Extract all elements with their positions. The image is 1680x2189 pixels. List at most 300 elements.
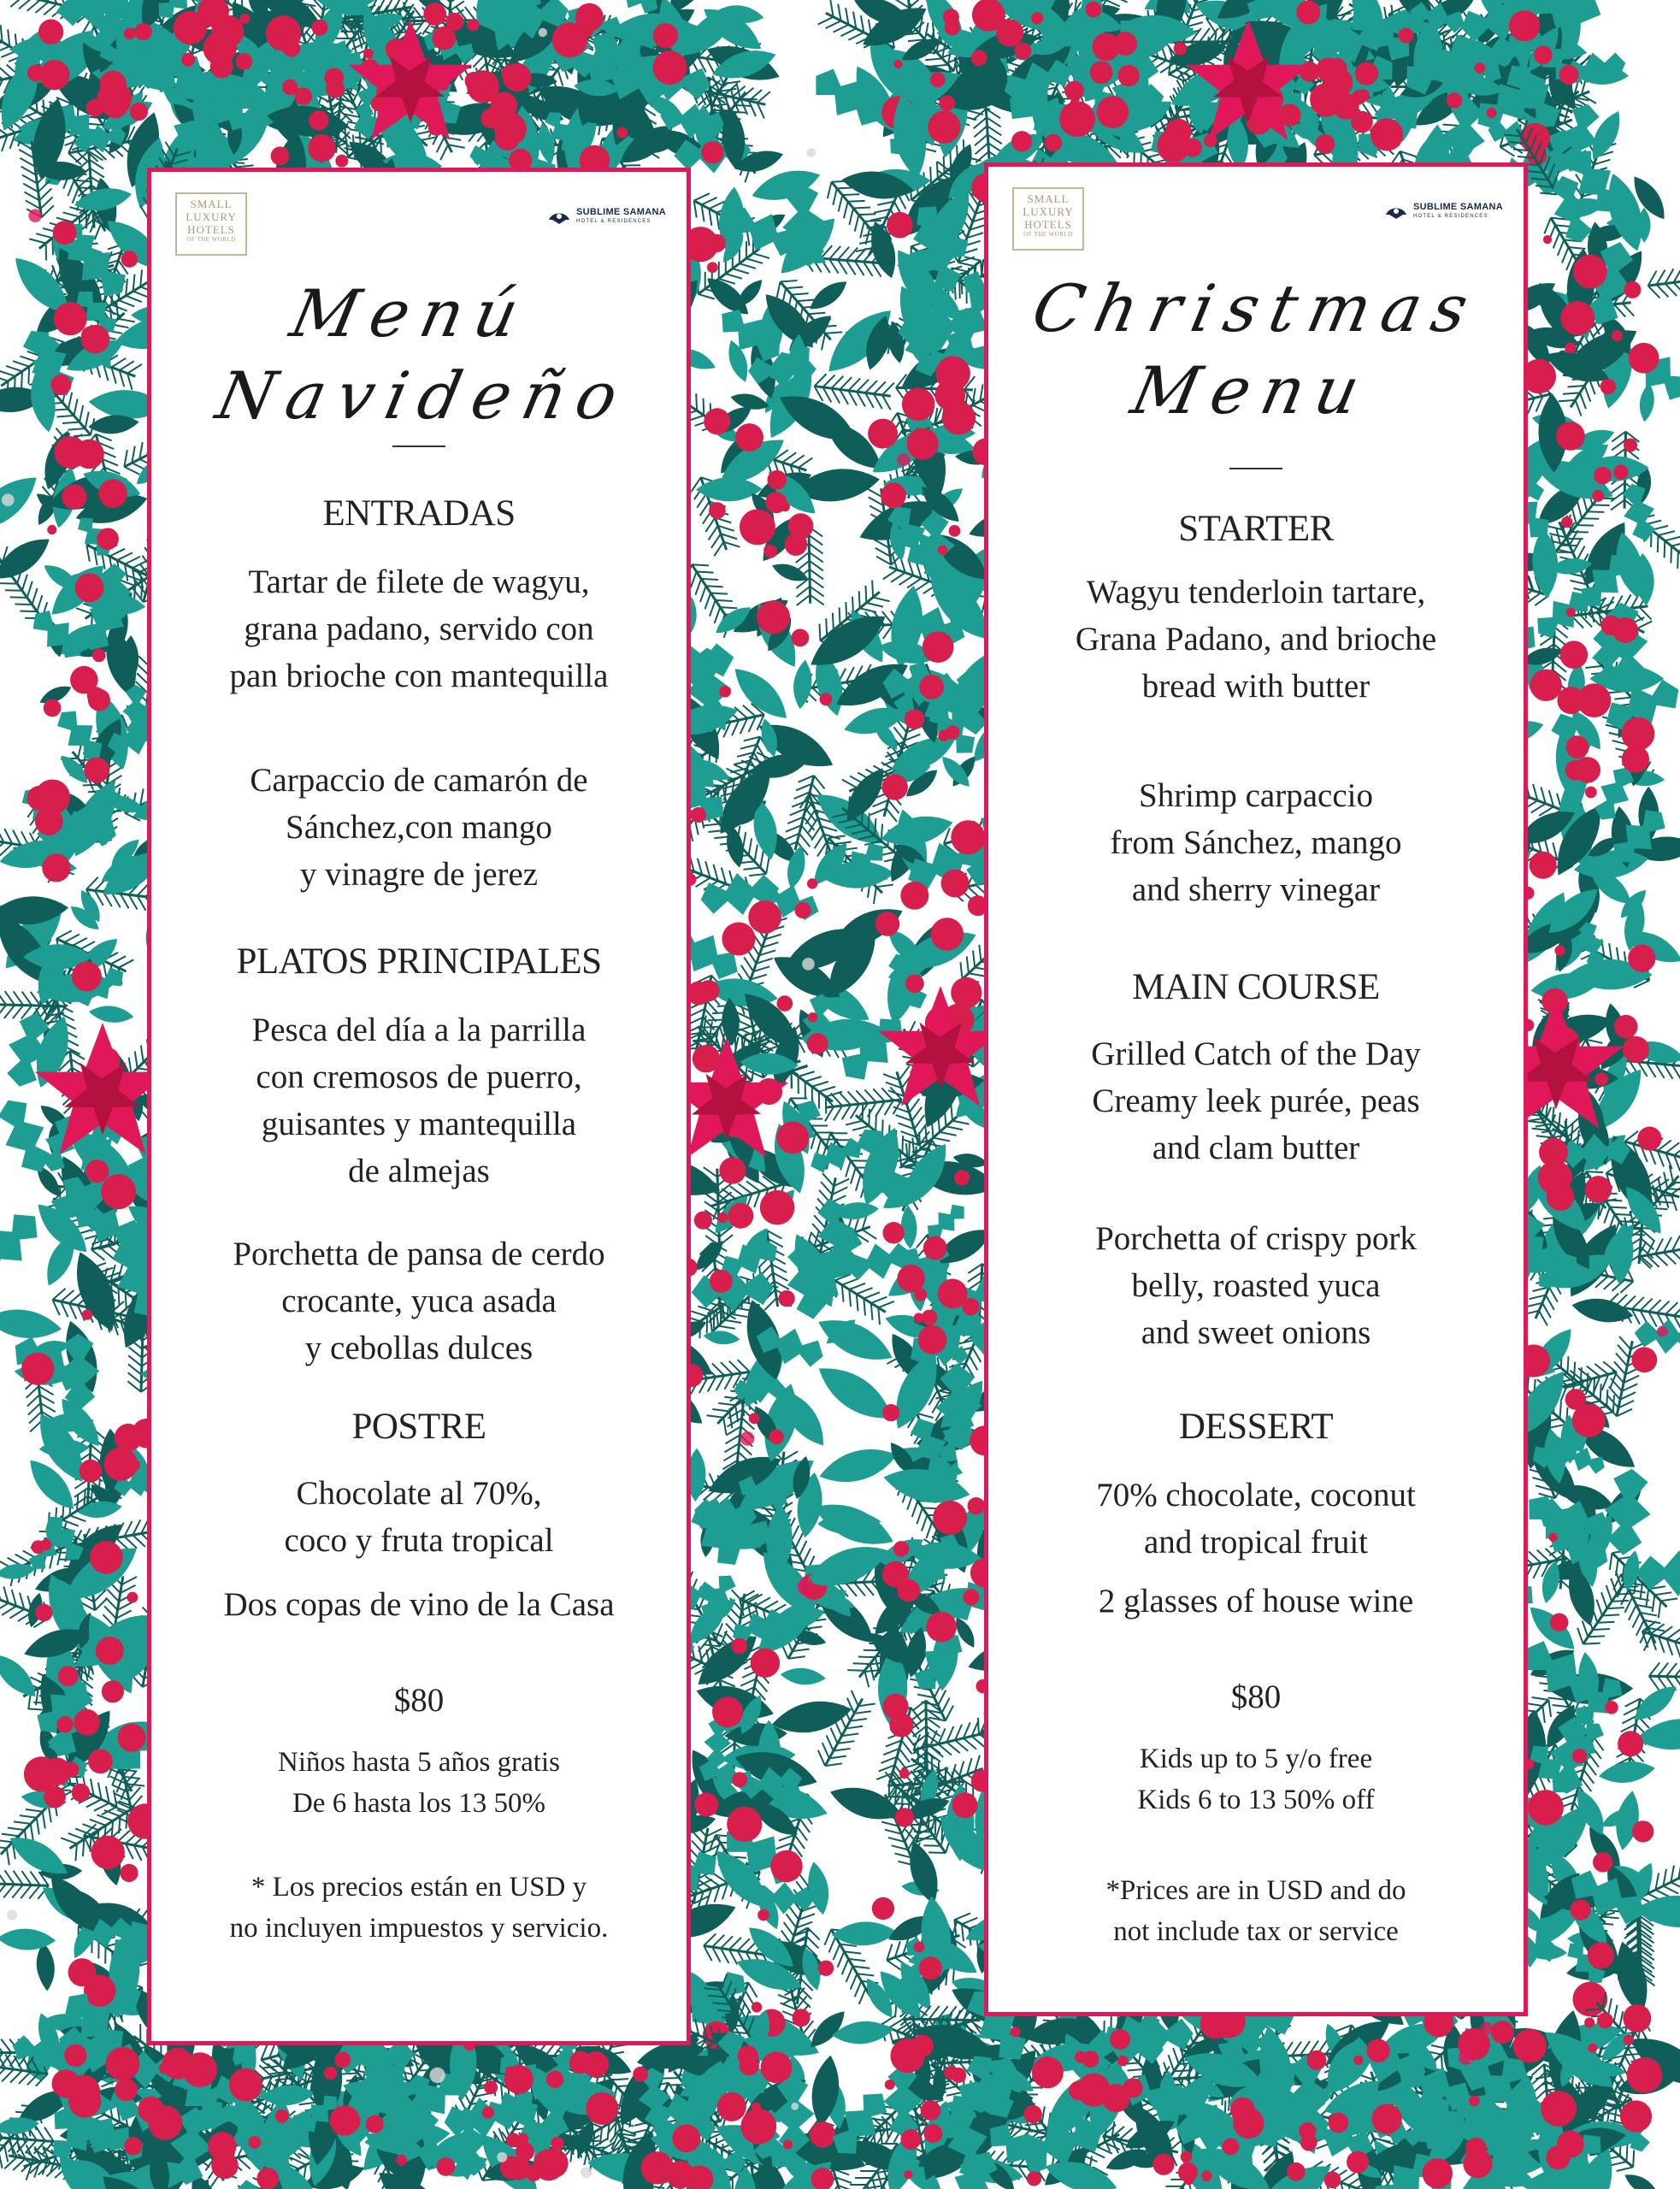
berry-icon — [324, 2067, 338, 2080]
berry-icon — [1090, 61, 1113, 84]
berry-icon — [423, 3, 446, 26]
berry-icon — [732, 1772, 747, 1787]
berry-icon — [1300, 62, 1320, 82]
berry-icon — [569, 2051, 592, 2074]
berry-icon — [101, 1174, 136, 1209]
leaf-icon — [703, 1329, 740, 1346]
berry-icon — [712, 1696, 743, 1727]
berry-icon — [84, 758, 109, 783]
berry-icon — [72, 961, 102, 991]
berry-icon — [904, 2170, 912, 2179]
berry-icon — [945, 20, 960, 35]
berry-icon — [914, 1289, 927, 1301]
berry-icon — [1329, 2113, 1349, 2133]
berry-icon — [928, 110, 960, 143]
berry-icon — [236, 53, 253, 70]
berry-icon — [709, 502, 726, 519]
berry-icon — [722, 922, 755, 955]
berry-icon — [951, 977, 981, 1008]
berry-icon — [1487, 108, 1497, 118]
leaf-icon — [1530, 528, 1559, 599]
berry-icon — [887, 212, 913, 239]
berry-icon — [210, 55, 233, 78]
berry-icon — [902, 387, 935, 421]
berry-icon — [68, 2085, 101, 2117]
berry-icon — [1548, 1533, 1558, 1543]
berry-icon — [282, 39, 300, 57]
starters-heading: ENTRADAS — [322, 493, 516, 534]
berry-icon — [91, 1836, 124, 1869]
berry-icon — [1174, 42, 1187, 55]
pine-branch-icon — [1638, 1619, 1680, 1668]
berry-icon — [35, 1604, 53, 1622]
berry-icon — [894, 60, 903, 68]
berry-icon — [905, 974, 924, 993]
berry-icon — [875, 912, 899, 935]
berry-icon — [396, 2155, 407, 2166]
berry-icon — [900, 2129, 921, 2150]
berry-icon — [229, 2068, 262, 2102]
berry-icon — [115, 2078, 138, 2101]
berry-icon — [740, 509, 775, 545]
leaf-icon — [0, 1927, 56, 1951]
berry-icon — [121, 251, 139, 268]
berry-icon — [1585, 1176, 1612, 1202]
berry-icon — [124, 28, 136, 40]
berry-icon — [641, 2151, 675, 2185]
berry-icon — [1565, 1389, 1587, 1410]
berry-icon — [914, 1313, 924, 1323]
berry-icon — [1618, 1731, 1643, 1756]
berry-icon — [1547, 1183, 1575, 1211]
berry-icon — [698, 980, 719, 1001]
berry-icon — [962, 1298, 979, 1315]
menu-title: Menú Navideño — [209, 275, 637, 434]
berry-icon — [740, 2056, 759, 2075]
berry-icon — [710, 1270, 733, 1293]
berry-icon — [551, 2137, 563, 2150]
berry-icon — [757, 1909, 769, 1921]
mains-heading: PLATOS PRINCIPALES — [236, 941, 602, 982]
berry-icon — [1592, 490, 1604, 502]
berry-icon — [183, 2052, 218, 2087]
berry-icon — [506, 2133, 521, 2147]
leaf-icon — [1637, 382, 1656, 422]
leaf-icon — [816, 1441, 901, 1490]
berry-icon — [484, 2080, 498, 2094]
berry-icon — [82, 1309, 92, 1319]
berry-icon — [97, 528, 119, 550]
berry-icon — [719, 1157, 746, 1183]
dot-icon — [2, 493, 15, 506]
berry-icon — [1594, 467, 1612, 485]
berry-icon — [124, 2137, 142, 2155]
berry-icon — [27, 786, 52, 811]
berry-icon — [895, 1808, 914, 1826]
berry-icon — [62, 484, 86, 509]
sublime-samana-logo: SUBLIME SAMANA HOTEL & RESIDENCES — [547, 208, 666, 227]
berry-icon — [335, 155, 348, 168]
berry-icon — [1601, 616, 1622, 636]
berry-icon — [80, 1460, 103, 1483]
berry-icon — [761, 2051, 793, 2083]
berry-icon — [941, 870, 970, 898]
berry-icon — [81, 326, 101, 345]
berry-icon — [50, 375, 71, 395]
berry-icon — [86, 99, 104, 117]
berry-icon — [914, 1942, 925, 1953]
berry-icon — [777, 995, 793, 1012]
berry-icon — [1011, 131, 1032, 151]
berry-icon — [1600, 379, 1616, 394]
berry-icon — [1300, 2134, 1317, 2151]
berry-icon — [47, 525, 56, 534]
berry-icon — [881, 483, 906, 509]
berry-icon — [505, 2066, 515, 2075]
dot-icon — [1657, 1326, 1668, 1337]
berry-icon — [1233, 2108, 1264, 2139]
berry-icon — [765, 492, 787, 513]
berry-icon — [1557, 687, 1584, 714]
starters-heading: STARTER — [1178, 509, 1334, 549]
berry-icon — [616, 127, 628, 139]
berry-icon — [1031, 12, 1043, 24]
berry-icon — [933, 635, 949, 652]
berry-icon — [885, 2080, 895, 2090]
berry-icon — [1469, 2096, 1480, 2107]
dot-icon — [7, 1910, 17, 1921]
berry-icon — [533, 2149, 565, 2180]
berry-icon — [1559, 640, 1588, 669]
berry-icon — [752, 2002, 762, 2012]
berry-icon — [1366, 2039, 1389, 2062]
berry-icon — [893, 1541, 910, 1557]
berry-icon — [701, 141, 723, 163]
berry-icon — [694, 1792, 718, 1816]
berry-icon — [1347, 2151, 1369, 2174]
berry-icon — [56, 1716, 73, 1732]
leaf-icon — [1597, 1758, 1656, 1786]
berry-icon — [334, 2051, 351, 2068]
berry-icon — [767, 470, 787, 490]
berry-icon — [482, 2106, 494, 2118]
berry-icon — [1637, 1127, 1661, 1151]
berry-icon — [1183, 2174, 1194, 2185]
dot-icon — [802, 958, 815, 971]
berry-icon — [919, 1956, 942, 1980]
berry-icon — [1117, 65, 1139, 86]
berry-icon — [117, 1724, 145, 1752]
berry-icon — [1110, 2029, 1130, 2050]
berry-icon — [1027, 2171, 1041, 2186]
berry-icon — [130, 103, 148, 121]
berry-icon — [1075, 2051, 1087, 2063]
sublime-samana-logo: SUBLIME SAMANA HOTEL & RESIDENCES — [1384, 203, 1503, 221]
berry-icon — [120, 1864, 138, 1882]
dot-icon — [806, 148, 816, 157]
berry-icon — [1566, 735, 1589, 758]
berry-icon — [761, 1199, 780, 1218]
berry-icon — [808, 1012, 818, 1023]
berry-icon — [1014, 43, 1031, 60]
berry-icon — [75, 573, 104, 602]
berry-icon — [1541, 2091, 1577, 2127]
berry-icon — [38, 20, 63, 44]
berry-icon — [1554, 946, 1565, 956]
berry-icon — [1513, 2029, 1547, 2062]
berry-icon — [1153, 2154, 1175, 2175]
berry-icon — [1316, 57, 1341, 82]
english-menu-card — [984, 162, 1528, 2016]
berry-icon — [102, 1680, 124, 1702]
berry-icon — [1632, 1820, 1653, 1842]
berry-icon — [868, 419, 898, 449]
starter-item: Shrimp carpaccio from Sánchez, mango and sherry vinegar — [1110, 777, 1402, 908]
pine-branch-icon — [1647, 263, 1680, 299]
menu-price: $80 — [1230, 1679, 1282, 1715]
berry-icon — [1310, 83, 1341, 115]
berry-icon — [495, 126, 520, 150]
price-disclaimer: *Prices are in USD and do not include tax or service — [1105, 1875, 1406, 1947]
berry-icon — [1045, 134, 1062, 151]
berry-icon — [42, 853, 70, 882]
berry-icon — [776, 1121, 809, 1154]
berry-icon — [1593, 1852, 1612, 1872]
berry-icon — [926, 1612, 957, 1643]
berry-icon — [1613, 464, 1628, 479]
berry-icon — [900, 882, 928, 910]
berry-icon — [211, 2152, 239, 2180]
berry-icon — [807, 878, 817, 888]
berry-icon — [1614, 1015, 1638, 1039]
mains-heading: MAIN COURSE — [1132, 967, 1380, 1007]
berry-icon — [181, 53, 195, 67]
berry-icon — [704, 408, 730, 434]
leaf-icon — [1570, 1294, 1635, 1326]
berry-icon — [74, 1709, 100, 1736]
starter-item: Wagyu tenderloin tartare, Grana Padano, and brioche bread with butter — [1075, 574, 1437, 705]
berry-icon — [694, 1212, 712, 1230]
pine-branch-icon — [1636, 1230, 1680, 1271]
berry-icon — [1556, 422, 1585, 451]
berry-icon — [1059, 101, 1095, 137]
berry-icon — [211, 15, 244, 48]
berry-icon — [923, 1236, 947, 1260]
berry-icon — [1306, 2050, 1326, 2070]
berry-icon — [1398, 27, 1413, 43]
dot-icon — [28, 209, 42, 222]
berry-icon — [968, 1497, 985, 1514]
berry-icon — [934, 380, 965, 410]
berry-icon — [921, 2100, 941, 2121]
berry-icon — [899, 1768, 910, 1779]
berry-icon — [1223, 2138, 1240, 2155]
berry-icon — [329, 2105, 359, 2135]
berry-icon — [653, 23, 678, 48]
dessert-item: Chocolate al 70%, coco y fruta tropical — [284, 1475, 554, 1559]
berry-icon — [501, 65, 519, 83]
berry-icon — [1588, 1942, 1614, 1968]
dot-icon — [497, 2152, 507, 2162]
berry-icon — [1287, 2162, 1306, 2181]
berry-icon — [1423, 2158, 1453, 2188]
berry-icon — [1157, 129, 1190, 162]
berry-icon — [54, 436, 86, 469]
berry-icon — [1296, 0, 1320, 24]
berry-icon — [906, 428, 938, 459]
berry-icon — [64, 2044, 86, 2067]
berry-icon — [312, 20, 328, 36]
berry-icon — [1371, 118, 1403, 150]
berry-icon — [1584, 2017, 1595, 2027]
berry-icon — [1534, 45, 1553, 64]
berry-icon — [1092, 32, 1120, 61]
dot-icon — [539, 28, 547, 37]
berry-icon — [727, 1807, 762, 1842]
berry-icon — [240, 14, 251, 24]
berry-icon — [1085, 2, 1101, 18]
berry-icon — [889, 1713, 913, 1737]
berry-icon — [104, 1448, 138, 1481]
berry-icon — [949, 525, 961, 537]
leaf-icon — [805, 275, 852, 316]
berry-icon — [87, 687, 105, 705]
berry-icon — [794, 902, 811, 918]
berry-icon — [740, 2109, 776, 2145]
berry-icon — [1572, 1982, 1607, 2017]
berry-icon — [1097, 96, 1129, 128]
main-item: Pesca del día a la parrilla con cremosos de puerro, guisantes y mantequilla de almejas — [251, 1012, 587, 1189]
berry-icon — [1352, 90, 1366, 104]
berry-icon — [92, 649, 106, 663]
berry-icon — [96, 1637, 124, 1665]
berry-icon — [24, 1756, 59, 1791]
berry-icon — [748, 900, 781, 934]
berry-icon — [1546, 2145, 1570, 2169]
leaf-icon — [831, 1921, 898, 1947]
leaf-icon — [0, 529, 56, 588]
berry-icon — [751, 1649, 780, 1678]
berry-icon — [546, 2071, 563, 2088]
berry-icon — [103, 93, 128, 119]
berry-icon — [1550, 1614, 1568, 1631]
holly-leaf-icon — [57, 1333, 100, 1411]
berry-icon — [691, 807, 706, 823]
dot-icon — [429, 2068, 445, 2083]
menu-price: $80 — [393, 1682, 445, 1719]
berry-icon — [930, 72, 946, 87]
berry-icon — [1566, 607, 1576, 617]
berry-icon — [1624, 438, 1637, 451]
berry-icon — [1117, 2056, 1128, 2066]
berry-icon — [717, 2092, 746, 2121]
berry-icon — [939, 95, 955, 111]
berry-icon — [21, 1353, 54, 1385]
berry-icon — [1351, 111, 1373, 133]
berry-icon — [271, 146, 290, 165]
berry-icon — [719, 686, 731, 698]
berry-icon — [1585, 787, 1597, 799]
berry-icon — [898, 1579, 920, 1602]
berry-icon — [309, 110, 328, 130]
berry-icon — [138, 2097, 164, 2123]
berry-icon — [793, 2009, 811, 2027]
berry-icon — [1010, 2027, 1020, 2037]
berry-icon — [27, 64, 44, 81]
berry-icon — [1355, 62, 1378, 85]
berry-icon — [1623, 2004, 1651, 2033]
berry-icon — [1543, 235, 1552, 244]
kids-pricing: Kids up to 5 y/o free Kids 6 to 13 50% off — [1137, 1744, 1375, 1815]
berry-icon — [1623, 1036, 1649, 1063]
berry-icon — [1612, 330, 1623, 341]
berry-icon — [1353, 2056, 1363, 2065]
berry-icon — [922, 1310, 937, 1325]
berry-icon — [769, 1430, 783, 1444]
leaf-icon — [1621, 2168, 1662, 2189]
spanish-menu-card — [147, 168, 691, 2045]
menu-title: Christmas Menu — [1026, 270, 1487, 428]
berry-icon — [127, 1592, 138, 1603]
berry-icon — [944, 2066, 958, 2080]
berry-icon — [1463, 2149, 1492, 2178]
berry-icon — [963, 1589, 979, 1605]
berry-icon — [1565, 760, 1586, 781]
berry-icon — [731, 1638, 747, 1655]
dessert-heading: POSTRE — [351, 1407, 486, 1447]
berry-icon — [820, 693, 833, 705]
berry-icon — [807, 1033, 828, 1054]
starter-item: Carpaccio de camarón de Sánchez,con mango y vinagre de jerez — [250, 762, 588, 893]
berry-icon — [757, 600, 790, 634]
berry-icon — [951, 820, 985, 854]
berry-icon — [881, 774, 907, 799]
dot-icon — [740, 1431, 755, 1446]
berry-icon — [90, 1541, 123, 1574]
dot-icon — [581, 2167, 592, 2178]
wine-item: Dos copas de vino de la Casa — [223, 1586, 615, 1623]
berry-icon — [905, 710, 924, 729]
pine-branch-icon — [911, 1719, 993, 1763]
berry-icon — [1624, 2035, 1634, 2045]
berry-icon — [575, 3, 604, 32]
berry-icon — [911, 2035, 934, 2057]
main-item: Porchetta of crispy pork belly, roasted yuca and sweet onions — [1095, 1220, 1417, 1351]
berry-icon — [1627, 2057, 1663, 2093]
berry-icon — [1605, 1701, 1618, 1714]
berry-icon — [326, 80, 345, 98]
berry-icon — [1201, 2171, 1212, 2182]
berry-icon — [770, 1850, 803, 1883]
berry-icon — [366, 2115, 384, 2133]
berry-icon — [91, 1758, 99, 1767]
berry-icon — [763, 545, 775, 556]
berry-icon — [954, 1170, 970, 1185]
berry-icon — [84, 1974, 116, 2007]
berry-icon — [872, 1897, 894, 1920]
berry-icon — [931, 917, 964, 951]
price-disclaimer: * Los precios están en USD y no incluyen impuestos y servicio. — [229, 1872, 609, 1944]
berry-icon — [98, 479, 127, 508]
berry-icon — [717, 1213, 728, 1223]
berry-icon — [53, 221, 77, 245]
berry-icon — [44, 699, 62, 717]
title-divider — [1229, 468, 1282, 469]
berry-icon — [248, 2136, 261, 2149]
berry-icon — [437, 2157, 456, 2176]
berry-icon — [633, 2067, 648, 2082]
berry-icon — [897, 1265, 924, 1292]
